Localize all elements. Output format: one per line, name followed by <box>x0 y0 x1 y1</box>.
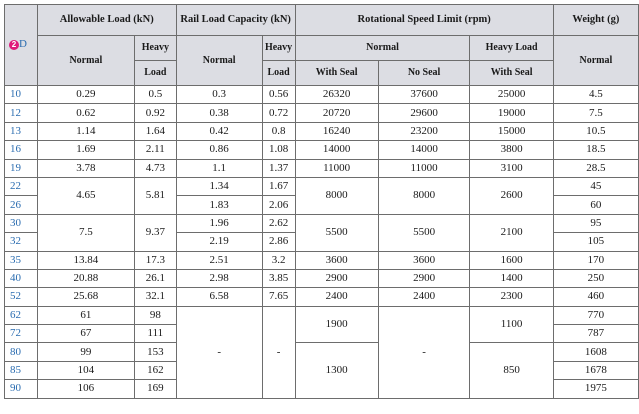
cell: 460 <box>553 288 638 306</box>
d-cell: 19 <box>5 159 38 177</box>
cell: 5500 <box>295 214 378 251</box>
cell: 106 <box>37 380 134 398</box>
table-row <box>5 269 639 287</box>
cell: 1.08 <box>262 141 295 159</box>
table-row <box>5 214 639 232</box>
cell: 1678 <box>553 361 638 379</box>
cell: 1100 <box>470 306 553 343</box>
cell: 23200 <box>378 122 470 140</box>
cell: 26320 <box>295 86 378 104</box>
d-cell: 40 <box>5 269 38 287</box>
cell: 0.38 <box>176 104 262 122</box>
cell: 61 <box>37 306 134 324</box>
cell: 26.1 <box>134 269 176 287</box>
cell: 2.06 <box>262 196 295 214</box>
cell: 19000 <box>470 104 553 122</box>
cell: 2400 <box>295 288 378 306</box>
cell: 18.5 <box>553 141 638 159</box>
table-row <box>5 104 639 122</box>
allowable-normal-header: Normal <box>37 36 134 86</box>
rail-load-capacity-header: Rail Load Capacity (kN) <box>176 5 295 36</box>
cell: - <box>378 306 470 398</box>
cell: - <box>262 306 295 398</box>
cell: 20.88 <box>37 269 134 287</box>
cell: 3100 <box>470 159 553 177</box>
table-row <box>5 251 639 269</box>
d-cell: 62 <box>5 306 38 324</box>
cell: 14000 <box>378 141 470 159</box>
cell: 11000 <box>378 159 470 177</box>
d-column-header <box>5 5 38 86</box>
d-cell: 26 <box>5 196 38 214</box>
cell: 2600 <box>470 177 553 214</box>
cell: 2.98 <box>176 269 262 287</box>
cell: 6.58 <box>176 288 262 306</box>
d-cell: 12 <box>5 104 38 122</box>
allowable-load-header: Allowable Load (kN) <box>37 5 176 36</box>
cell: 67 <box>37 325 134 343</box>
cell: 3.78 <box>37 159 134 177</box>
cell: 104 <box>37 361 134 379</box>
cell: 7.5 <box>553 104 638 122</box>
weight-header: Weight (g) <box>553 5 638 36</box>
cell: 1.69 <box>37 141 134 159</box>
cell: 2.62 <box>262 214 295 232</box>
d-cell: 52 <box>5 288 38 306</box>
cell: 20720 <box>295 104 378 122</box>
spec-table <box>4 4 639 399</box>
d-marker-icon: 2 <box>9 40 19 50</box>
d-cell: 80 <box>5 343 38 361</box>
no-seal-header: No Seal <box>378 61 470 86</box>
d-cell: 22 <box>5 177 38 195</box>
table-row <box>5 141 639 159</box>
cell: 0.5 <box>134 86 176 104</box>
cell: 1.83 <box>176 196 262 214</box>
rail-heavy-header: Heavy <box>262 36 295 61</box>
d-cell: 10 <box>5 86 38 104</box>
cell: 1.34 <box>176 177 262 195</box>
cell: 0.29 <box>37 86 134 104</box>
table-row <box>5 86 639 104</box>
cell: 5500 <box>378 214 470 251</box>
cell: 28.5 <box>553 159 638 177</box>
cell: 0.42 <box>176 122 262 140</box>
cell: 98 <box>134 306 176 324</box>
d-cell: 85 <box>5 361 38 379</box>
cell: 169 <box>134 380 176 398</box>
d-cell: 32 <box>5 233 38 251</box>
cell: 25.68 <box>37 288 134 306</box>
cell: 11000 <box>295 159 378 177</box>
allowable-load-sub-header: Load <box>134 61 176 86</box>
d-cell: 72 <box>5 325 38 343</box>
d-header-label: D <box>19 38 27 51</box>
cell: 2.19 <box>176 233 262 251</box>
speed-heavy-load-header: Heavy Load <box>470 36 553 61</box>
cell: 0.3 <box>176 86 262 104</box>
cell: 0.56 <box>262 86 295 104</box>
cell: 1400 <box>470 269 553 287</box>
rotational-speed-header: Rotational Speed Limit (rpm) <box>295 5 553 36</box>
cell: 17.3 <box>134 251 176 269</box>
cell: 16240 <box>295 122 378 140</box>
cell: 1600 <box>470 251 553 269</box>
weight-normal-header: Normal <box>553 36 638 86</box>
cell: 4.65 <box>37 177 134 214</box>
cell: 2100 <box>470 214 553 251</box>
cell: 8000 <box>378 177 470 214</box>
table-row <box>5 177 639 195</box>
cell: 770 <box>553 306 638 324</box>
d-cell: 16 <box>5 141 38 159</box>
d-cell: 90 <box>5 380 38 398</box>
cell: - <box>176 306 262 398</box>
table-row <box>5 159 639 177</box>
cell: 3600 <box>378 251 470 269</box>
cell: 99 <box>37 343 134 361</box>
cell: 1.14 <box>37 122 134 140</box>
cell: 0.92 <box>134 104 176 122</box>
cell: 1608 <box>553 343 638 361</box>
cell: 3.2 <box>262 251 295 269</box>
cell: 2900 <box>378 269 470 287</box>
cell: 1.64 <box>134 122 176 140</box>
cell: 170 <box>553 251 638 269</box>
table-row <box>5 122 639 140</box>
table-row <box>5 306 639 324</box>
heavy-with-seal-header: With Seal <box>470 61 553 86</box>
cell: 9.37 <box>134 214 176 251</box>
cell: 162 <box>134 361 176 379</box>
cell: 153 <box>134 343 176 361</box>
cell: 25000 <box>470 86 553 104</box>
table-row <box>5 343 639 361</box>
cell: 15000 <box>470 122 553 140</box>
speed-normal-header: Normal <box>295 36 470 61</box>
cell: 250 <box>553 269 638 287</box>
cell: 850 <box>470 343 553 398</box>
cell: 1900 <box>295 306 378 343</box>
cell: 0.8 <box>262 122 295 140</box>
cell: 1.1 <box>176 159 262 177</box>
cell: 4.5 <box>553 86 638 104</box>
allowable-heavy-header: Heavy <box>134 36 176 61</box>
cell: 95 <box>553 214 638 232</box>
rail-normal-header: Normal <box>176 36 262 86</box>
cell: 0.72 <box>262 104 295 122</box>
cell: 3800 <box>470 141 553 159</box>
cell: 2.51 <box>176 251 262 269</box>
cell: 8000 <box>295 177 378 214</box>
cell: 10.5 <box>553 122 638 140</box>
d-cell: 35 <box>5 251 38 269</box>
cell: 14000 <box>295 141 378 159</box>
cell: 3600 <box>295 251 378 269</box>
d-cell: 13 <box>5 122 38 140</box>
cell: 32.1 <box>134 288 176 306</box>
table-row <box>5 288 639 306</box>
cell: 2.11 <box>134 141 176 159</box>
cell: 7.5 <box>37 214 134 251</box>
d-cell: 30 <box>5 214 38 232</box>
cell: 7.65 <box>262 288 295 306</box>
cell: 2.86 <box>262 233 295 251</box>
cell: 111 <box>134 325 176 343</box>
cell: 2900 <box>295 269 378 287</box>
cell: 1975 <box>553 380 638 398</box>
cell: 1.37 <box>262 159 295 177</box>
cell: 4.73 <box>134 159 176 177</box>
cell: 29600 <box>378 104 470 122</box>
cell: 105 <box>553 233 638 251</box>
cell: 2300 <box>470 288 553 306</box>
cell: 60 <box>553 196 638 214</box>
cell: 0.86 <box>176 141 262 159</box>
cell: 13.84 <box>37 251 134 269</box>
cell: 3.85 <box>262 269 295 287</box>
cell: 787 <box>553 325 638 343</box>
cell: 5.81 <box>134 177 176 214</box>
cell: 2400 <box>378 288 470 306</box>
cell: 0.62 <box>37 104 134 122</box>
cell: 1300 <box>295 343 378 398</box>
with-seal-header: With Seal <box>295 61 378 86</box>
cell: 37600 <box>378 86 470 104</box>
cell: 45 <box>553 177 638 195</box>
cell: 1.96 <box>176 214 262 232</box>
cell: 1.67 <box>262 177 295 195</box>
rail-load-sub-header: Load <box>262 61 295 86</box>
